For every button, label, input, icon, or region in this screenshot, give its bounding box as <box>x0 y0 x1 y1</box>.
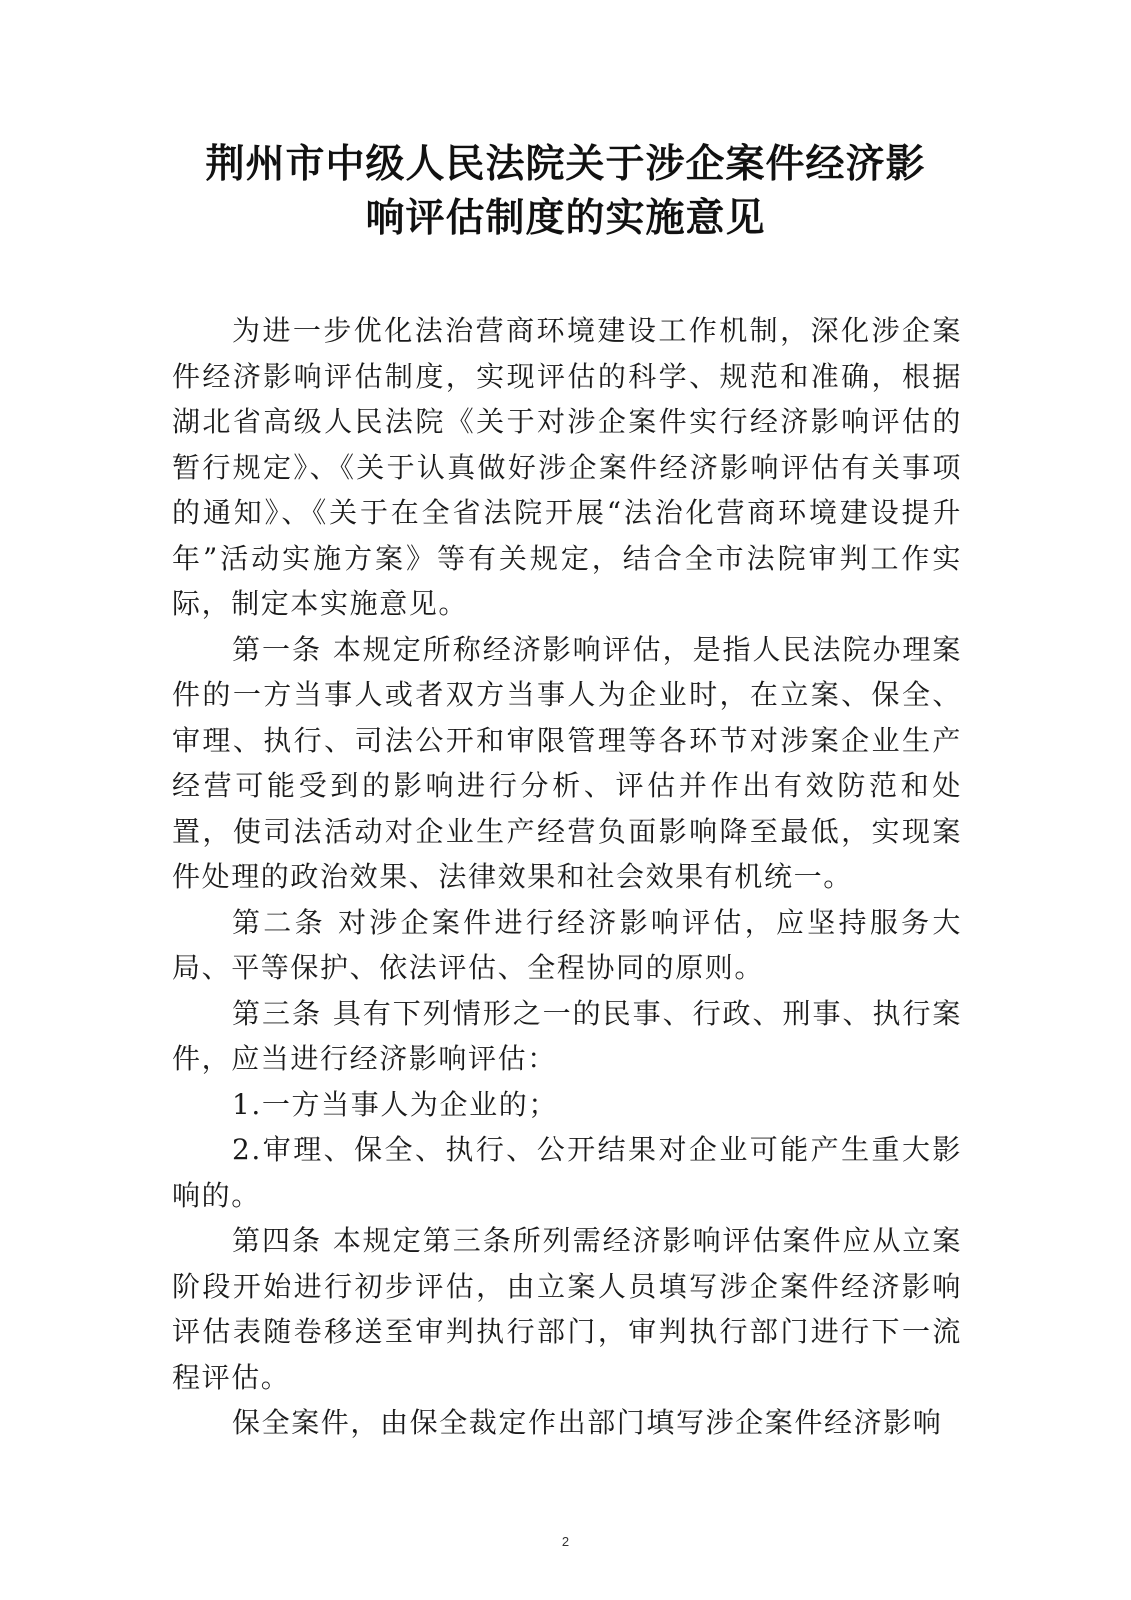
paragraph-preservation: 保全案件，由保全裁定作出部门填写涉企案件经济影响 <box>232 1406 943 1439</box>
paragraph-article-2: 第二条 对涉企案件进行经济影响评估，应坚持服务大局、平等保护、依法评估、全程协同的原则。 <box>172 905 962 984</box>
document-title <box>150 138 981 246</box>
paragraph-article-1: 第一条 本规定所称经济影响评估，是指人民法院办理案件的一方当事人或者双方当事人为企业时，在立案、保全、审理、执行、司法公开和审限管理等各环节对涉案企业生产经营可能受到的影响进行分析、评估并作出有效防范和处置，使司法活动对企业生产经营负面影响降至最低，实现案件处理的政治效果、法律效果和社会效果有机统一。 <box>172 632 962 893</box>
paragraph-article-3: 第三条 具有下列情形之一的民事、行政、刑事、执行案件，应当进行经济影响评估： <box>172 996 962 1075</box>
page-number: 2 <box>561 1534 570 1549</box>
title-line-1: 荆州市中级人民法院关于涉企案件经济影 <box>205 142 926 187</box>
document-body <box>172 308 962 1446</box>
paragraph-article-4: 第四条 本规定第三条所列需经济影响评估案件应从立案阶段开始进行初步评估，由立案人员填写涉企案件经济影响评估表随卷移送至审判执行部门，审判执行部门进行下一流程评估。 <box>172 1224 962 1394</box>
list-item-1: 1.一方当事人为企业的； <box>232 1087 558 1121</box>
paragraph-intro: 为进一步优化法治营商环境建设工作机制，深化涉企案件经济影响评估制度，实现评估的科学、规范和准确，根据湖北省高级人民法院《关于对涉企案件实行经济影响评估的暂行规定》、《关于认真做好涉企案件经济影响评估有关事项的通知》、《关于在全省法院开展“法治化营商环境建设提升年”活动实施方案》等有关规定，结合全市法院审判工作实际，制定本实施意见。 <box>172 314 962 620</box>
list-item-2: 2.审理、保全、执行、公开结果对企业可能产生重大影响的。 <box>172 1133 962 1212</box>
title-line-2: 响评估制度的实施意见 <box>365 196 766 241</box>
